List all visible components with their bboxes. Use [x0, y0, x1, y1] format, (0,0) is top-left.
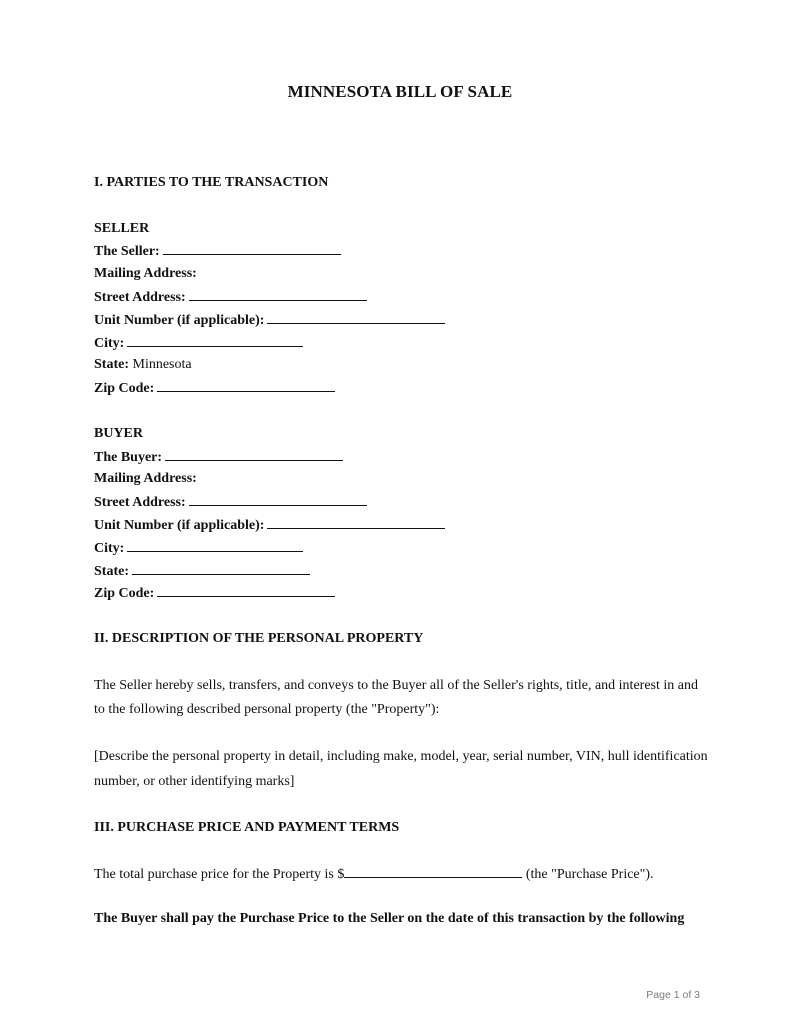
seller-zip-field[interactable]: [157, 377, 335, 392]
seller-street-row: [94, 286, 709, 309]
buyer-zip-label: Zip Code:: [94, 586, 155, 602]
buyer-heading: BUYER: [94, 425, 144, 441]
spacer: [94, 840, 709, 863]
seller-city-label: City:: [94, 335, 125, 351]
document-title: MINNESOTA BILL OF SALE: [287, 82, 513, 101]
seller-state-value: Minnesota: [132, 357, 192, 373]
buyer-city-row: [94, 537, 709, 560]
buyer-name-label: The Buyer:: [94, 449, 163, 465]
seller-mailing-address-label: Mailing Address:: [94, 266, 197, 282]
purchase-price-text-after: (the "Purchase Price").: [522, 866, 654, 882]
page-number: Page 1 of 3: [646, 989, 700, 1001]
purchase-price-field[interactable]: [344, 863, 522, 878]
seller-street-label: Street Address:: [94, 289, 186, 305]
buyer-street-field[interactable]: [189, 491, 367, 506]
seller-zip-row: [94, 377, 709, 400]
seller-city-row: [94, 332, 709, 355]
buyer-street-label: Street Address:: [94, 495, 186, 511]
buyer-name-field[interactable]: [165, 446, 343, 461]
description-instructions: [Describe the personal property in detail, including make, model, year, serial number, VIN, hull identification number, or other identifying marks]: [94, 749, 708, 789]
seller-street-field[interactable]: [189, 286, 367, 301]
seller-state-label: State:: [94, 357, 129, 373]
buyer-unit-field[interactable]: [267, 514, 445, 529]
spacer: [94, 605, 709, 628]
buyer-zip-row: [94, 582, 709, 605]
payment-terms-text: The Buyer shall pay the Purchase Price to the Seller on the date of this transaction by the following: [94, 911, 685, 927]
seller-unit-label: Unit Number (if applicable):: [94, 312, 265, 328]
section-heading-description: II. DESCRIPTION OF THE PERSONAL PROPERTY: [94, 630, 424, 646]
description-paragraph: The Seller hereby sells, transfers, and conveys to the Buyer all of the Seller's rights, title, and interest in and to the following described personal property (the "Property"):: [94, 677, 698, 718]
buyer-state-field[interactable]: [132, 560, 310, 575]
seller-city-field[interactable]: [127, 332, 303, 347]
seller-heading: SELLER: [94, 220, 150, 236]
buyer-city-label: City:: [94, 540, 125, 556]
seller-zip-label: Zip Code:: [94, 381, 155, 397]
buyer-name-row: [94, 446, 709, 469]
buyer-unit-label: Unit Number (if applicable):: [94, 517, 265, 533]
seller-state-row: [94, 354, 709, 377]
spacer: [94, 794, 709, 817]
spacer: [94, 651, 709, 674]
buyer-state-row: [94, 560, 709, 583]
seller-name-row: [94, 240, 709, 263]
buyer-mailing-address-label: Mailing Address:: [94, 471, 197, 487]
seller-name-field[interactable]: [163, 240, 341, 255]
buyer-state-label: State:: [94, 563, 129, 579]
section-heading-purchase-price: III. PURCHASE PRICE AND PAYMENT TERMS: [94, 820, 400, 836]
buyer-zip-field[interactable]: [157, 582, 335, 597]
seller-unit-field[interactable]: [267, 309, 445, 324]
seller-unit-row: [94, 309, 709, 332]
purchase-price-row: [94, 863, 709, 886]
purchase-price-text-before: The total purchase price for the Property is $: [94, 866, 345, 882]
section-heading-parties: I. PARTIES TO THE TRANSACTION: [94, 175, 329, 190]
spacer: [94, 886, 709, 909]
buyer-city-field[interactable]: [127, 537, 303, 552]
seller-name-label: The Seller:: [94, 244, 160, 260]
buyer-unit-row: [94, 514, 709, 537]
spacer: [94, 723, 709, 746]
spacer: [94, 195, 709, 218]
spacer: [94, 400, 709, 423]
document-body: [94, 172, 709, 931]
buyer-street-row: [94, 491, 709, 514]
